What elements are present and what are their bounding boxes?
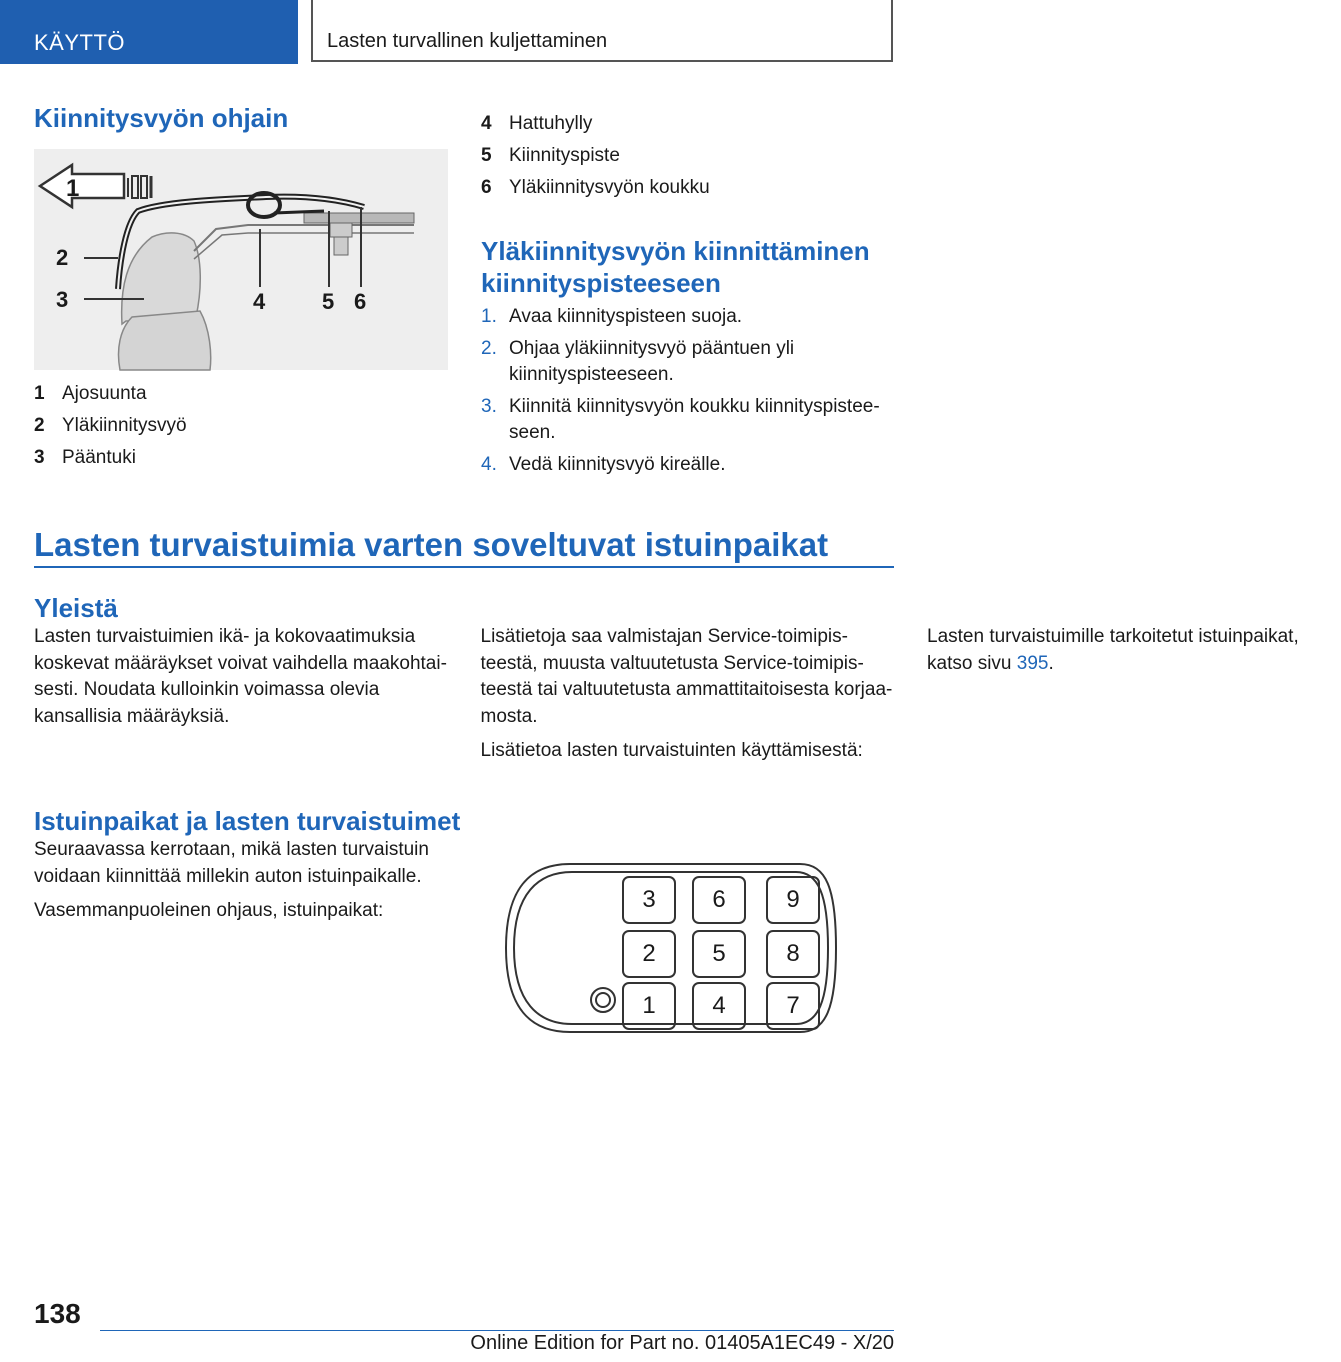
legend-item xyxy=(34,410,448,442)
legend-item xyxy=(481,108,895,140)
legend-label: Kiinnityspiste xyxy=(509,145,620,166)
chapter-label: Lasten turvallinen kuljettaminen xyxy=(327,30,608,52)
page-link-395[interactable]: 395 xyxy=(1016,652,1049,674)
legend-number: 5 xyxy=(481,145,492,166)
callout-1: 1 xyxy=(66,175,80,202)
callout-5: 5 xyxy=(322,289,335,314)
step-item xyxy=(481,394,895,447)
seat-box: 9 xyxy=(766,876,820,924)
seat-box: 6 xyxy=(692,876,746,924)
step-item xyxy=(481,452,895,479)
belt-guide-illustration xyxy=(34,149,448,370)
general-title: Yleistä xyxy=(34,593,118,623)
legend-item xyxy=(481,140,895,172)
general-paragraph-4 xyxy=(927,624,1341,677)
step-text: Ohjaa yläkiinnitysvyö pääntuen yli kiinnityspisteeseen. xyxy=(509,337,795,385)
attach-title-line2: kiinnityspisteeseen xyxy=(481,268,721,298)
page-number: 138 xyxy=(34,1298,81,1329)
general-paragraph-4-text: Lasten turvaistuimille tarkoitetut istuinpaikat, katso sivu xyxy=(927,626,1299,674)
attach-title-line1: Yläkiinnitysvyön kiinnittäminen xyxy=(481,236,870,266)
seat-box: 7 xyxy=(766,982,820,1030)
general-paragraph-4-end: . xyxy=(1048,652,1054,674)
seat-box: 1 xyxy=(622,982,676,1030)
legend-number: 4 xyxy=(481,113,492,134)
callout-4: 4 xyxy=(253,289,266,314)
callout-3: 3 xyxy=(56,287,69,312)
step-number: 1. xyxy=(481,306,497,327)
seat-box: 4 xyxy=(692,982,746,1030)
seat-layout-diagram xyxy=(500,858,840,1038)
legend-left xyxy=(34,378,448,474)
edition-footer: Online Edition for Part no. 01405A1EC49 - X/20 xyxy=(470,1332,894,1354)
legend-number: 1 xyxy=(34,383,45,404)
seat-box: 8 xyxy=(766,930,820,978)
legend-item xyxy=(34,442,448,474)
guide-section-title: Kiinnitysvyön ohjain xyxy=(34,103,289,133)
section-tab xyxy=(0,0,298,64)
step-number: 3. xyxy=(481,395,497,417)
step-number: 4. xyxy=(481,453,497,475)
legend-number: 2 xyxy=(34,415,45,436)
general-paragraph-1: Lasten turvaistuimien ikä- ja kokovaatimuksia koskevat määräykset voivat vaihdella maakohtaisesti. Noudata kulloinkin voimassa olevia kansallisia määräyksiä. xyxy=(34,626,447,727)
main-title: Lasten turvaistuimia varten soveltuvat istuinpaikat xyxy=(34,526,829,563)
general-paragraph-3: Lisätietoa lasten turvaistuinten käyttämisestä: xyxy=(480,740,863,761)
legend-number: 3 xyxy=(34,447,45,468)
legend-item xyxy=(481,172,895,204)
section-label: KÄYTTÖ xyxy=(34,30,126,55)
step-text: Kiinnitä kiinnitysvyön koukku kiinnityspisteeseen. xyxy=(509,395,880,443)
general-paragraph-2: Lisätietoja saa valmistajan Service-toimipisteestä, muusta valtuutetusta Service-toimipisteestä tai valtuutetusta ammattitaitoisesta korjaamosta. xyxy=(480,626,893,727)
seat-box: 3 xyxy=(622,876,676,924)
legend-label: Pääntuki xyxy=(62,447,136,468)
seats-text xyxy=(34,837,448,933)
seats-paragraph-1: Seuraavassa kerrotaan, mikä lasten turvaistuin voidaan kiinnittää millekin auton istuinpaikalle. xyxy=(34,839,429,887)
seat-box: 5 xyxy=(692,930,746,978)
attach-section-title xyxy=(481,235,901,299)
step-number: 2. xyxy=(481,337,497,359)
step-item xyxy=(481,336,895,389)
attach-steps xyxy=(481,304,895,483)
belt-guide-figure xyxy=(34,149,448,370)
chapter-tab xyxy=(311,0,893,62)
seat-box: 2 xyxy=(622,930,676,978)
footer-rule xyxy=(100,1330,894,1331)
legend-label: Hattuhylly xyxy=(509,113,593,134)
callout-2: 2 xyxy=(56,245,69,270)
seats-title: Istuinpaikat ja lasten turvaistuimet xyxy=(34,806,461,836)
legend-label: Ajosuunta xyxy=(62,383,147,404)
callout-6: 6 xyxy=(354,289,367,314)
title-underline xyxy=(34,566,894,568)
legend-label: Yläkiinnitysvyö xyxy=(62,415,187,436)
legend-number: 6 xyxy=(481,177,492,198)
seats-paragraph-2: Vasemmanpuoleinen ohjaus, istuinpaikat: xyxy=(34,900,384,921)
step-item xyxy=(481,304,895,331)
legend-right xyxy=(481,108,895,204)
step-text: Vedä kiinnitysvyö kireälle. xyxy=(509,453,726,475)
step-text: Avaa kiinnityspisteen suoja. xyxy=(509,306,743,327)
legend-label: Yläkiinnitysvyön koukku xyxy=(509,177,710,198)
general-text xyxy=(34,624,1299,769)
legend-item xyxy=(34,378,448,410)
